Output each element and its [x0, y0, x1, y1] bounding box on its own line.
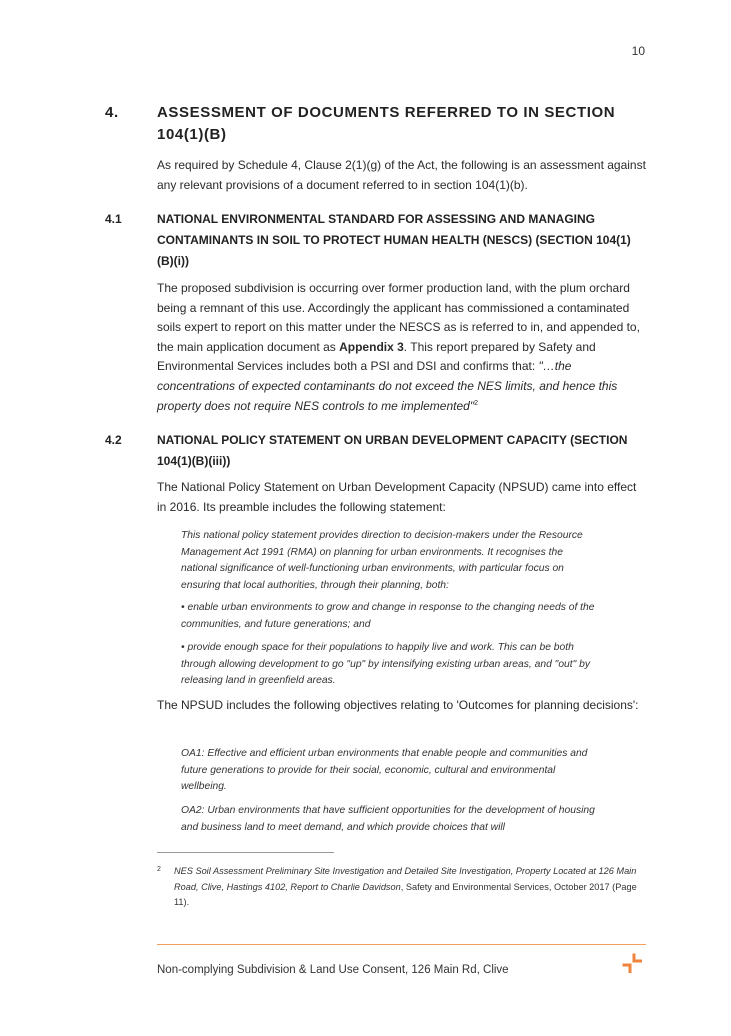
subsection-4-2-number: 4.2: [105, 433, 122, 447]
objective-oa1: OA1: Effective and efficient urban environments that enable people and communities and future generations to provide for their social, economic, cultural and environmental wellbeing.: [181, 748, 588, 792]
section-number: 4.: [105, 104, 119, 121]
preamble-bullet-2: • provide enough space for their populations to happily live and work. This can be both through allowing development to go "up" by intensifying existing urban areas, and "out" by releasing land in greenfield areas.: [181, 642, 591, 686]
preamble-quote: This national policy statement provides direction to decision-makers under the Resource Management Act 1991 (RMA) on planning for urban environments. It recognises the national significance of well-functioning urban environments, with particular focus on ensuring that local authorities, through their planning, both:: [181, 530, 583, 591]
footnote-reference: 2: [474, 399, 478, 407]
footnote-mark: 2: [157, 866, 161, 873]
subsection-4-2-paragraph-1: The National Policy Statement on Urban Development Capacity (NPSUD) came into effect in 2016. Its preamble includes the following statement:: [157, 480, 637, 514]
company-logo-icon: [622, 953, 642, 973]
paragraph-text: . This report prepared by Safety and Environmental Services includes both a PSI and DSI and confirms that:: [157, 339, 596, 374]
logo-mark: [634, 955, 641, 961]
footnote-text: [174, 864, 644, 911]
subsection-4-1-number: 4.1: [105, 212, 122, 226]
subsection-4-2-paragraph-2: The NPSUD includes the following objectives relating to 'Outcomes for planning decisions':: [157, 698, 639, 712]
page-number: 10: [631, 44, 645, 58]
logo-mark: [624, 965, 630, 972]
footnote-divider: [157, 852, 334, 853]
footnote-citation: NES Soil Assessment Preliminary Site Investigation and Detailed Site Investigation, Property Located at 126 Main Road, Clive, Hastings 4102, Report to Charlie Davidson: [174, 866, 637, 892]
appendix-reference: Appendix 3: [339, 339, 404, 354]
subsection-4-2-title: NATIONAL POLICY STATEMENT ON URBAN DEVELOPMENT CAPACITY (SECTION 104(1)(B)(iii)): [157, 433, 628, 468]
footer-divider: [157, 944, 646, 945]
subsection-4-1-paragraph: [157, 279, 647, 416]
report-quote: "…the concentrations of expected contaminants do not exceed the NES limits, and hence this property does not require NES controls to me implemented": [157, 359, 618, 413]
preamble-bullet-1: • enable urban environments to grow and change in response to the changing needs of the communities, and future generations; and: [181, 602, 595, 630]
section-intro: As required by Schedule 4, Clause 2(1)(g) of the Act, the following is an assessment against any relevant provisions of a document referred to in section 104(1)(b).: [157, 158, 646, 192]
footer-text: Non-complying Subdivision & Land Use Consent, 126 Main Rd, Clive: [157, 964, 509, 976]
paragraph-text: The proposed subdivision is occurring over former production land, with the plum orchard being a remnant of this use. Accordingly the applicant has commissioned a contaminated soils expert to report on this matter under the NESCS as is referred to in, and appended to, the main application document as: [157, 281, 640, 354]
objective-oa2: OA2: Urban environments that have sufficient opportunities for the development of housing and business land to meet demand, and which provide choices that will: [181, 805, 595, 833]
footnote-source: , Safety and Environmental Services, October 2017 (Page 11).: [174, 881, 637, 908]
section-title: ASSESSMENT OF DOCUMENTS REFERRED TO IN SECTION 104(1)(B): [157, 104, 616, 143]
subsection-4-1-title: NATIONAL ENVIRONMENTAL STANDARD FOR ASSESSING AND MANAGING CONTAMINANTS IN SOIL TO PROTECT HUMAN HEALTH (NESCS) (SECTION 104(1)(B)(i)): [157, 212, 631, 268]
